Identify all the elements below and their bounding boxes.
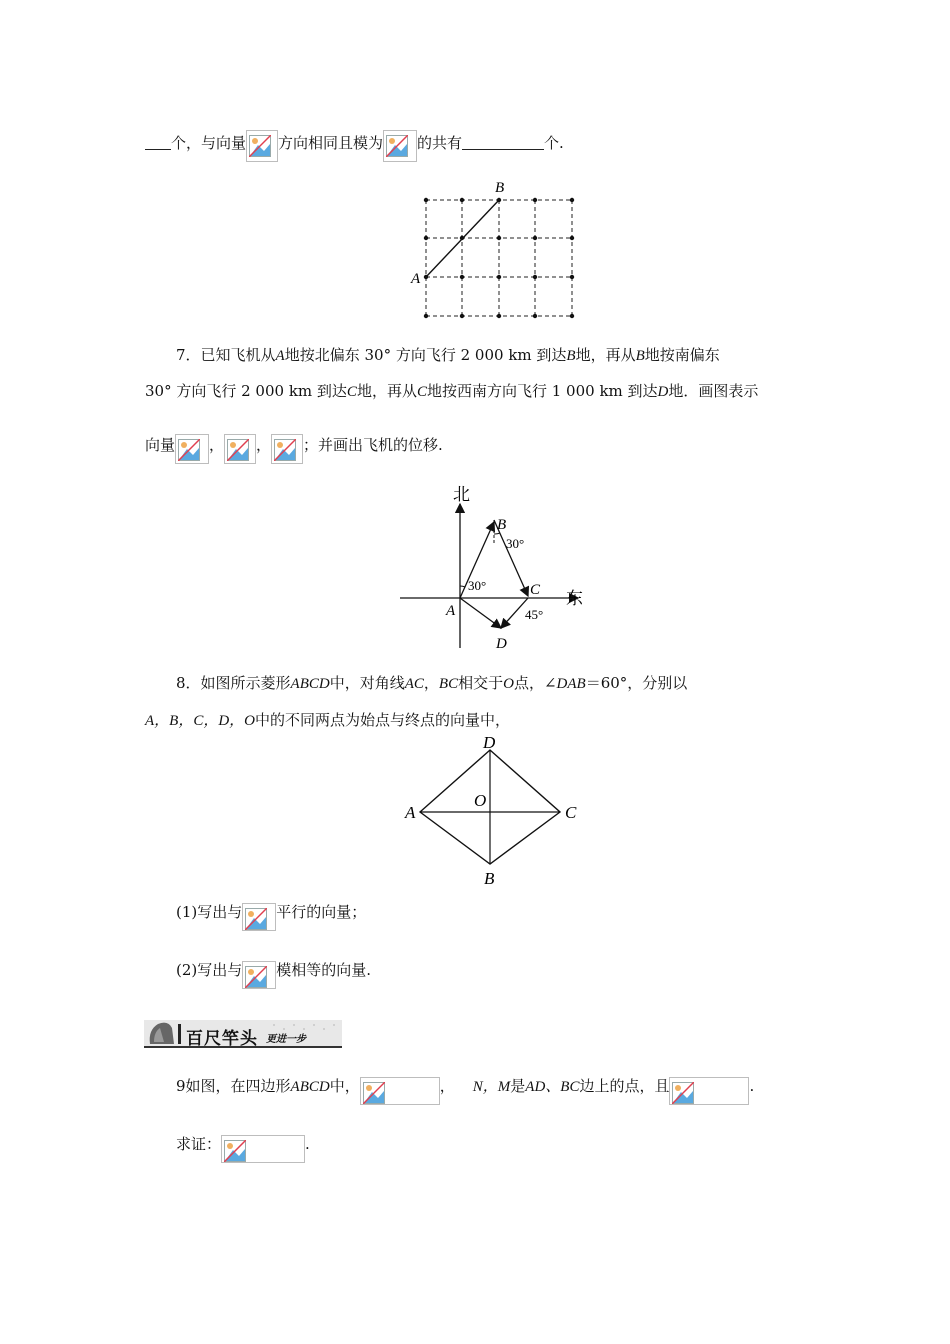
- point-label-b: B: [484, 869, 495, 888]
- q8-var: ABCD: [290, 676, 330, 692]
- q7-text: 地．画图表示: [668, 382, 759, 400]
- q9-proof-line: [176, 1134, 310, 1163]
- q8-text: 模相等的向量.: [276, 961, 372, 979]
- q6-line: [145, 130, 564, 162]
- q7-var: B: [635, 348, 645, 364]
- north-label: 北: [453, 485, 470, 504]
- q6-text-4: 个.: [544, 134, 564, 152]
- q7-line-3: [145, 434, 443, 464]
- image-placeholder-icon: [669, 1077, 749, 1105]
- image-placeholder-icon: [271, 434, 303, 464]
- q9-var: N，M: [472, 1079, 511, 1095]
- q9-text: .: [305, 1135, 310, 1153]
- image-placeholder-icon: [242, 903, 276, 931]
- point-label-d: D: [483, 734, 496, 752]
- answer-blank: [462, 135, 544, 150]
- q8-text: 相交于: [458, 674, 504, 692]
- section-banner: [144, 1016, 342, 1050]
- q9-text: 边上的点，且: [579, 1077, 670, 1095]
- q7-var: A: [275, 348, 285, 364]
- q8-var: AC: [404, 676, 424, 692]
- q9-var: AD、BC: [525, 1079, 580, 1095]
- q8-text: ＝60°，分别以: [585, 674, 688, 692]
- q9-text: 求证：: [176, 1135, 222, 1153]
- q6-text-3: 的共有: [417, 134, 463, 152]
- angle-label: 30°: [468, 578, 487, 593]
- q9-line: [176, 1076, 754, 1105]
- q9-text: ，: [439, 1077, 455, 1095]
- q8-var: DAB: [556, 676, 586, 692]
- q8-text: 点，∠: [513, 674, 557, 692]
- point-label-c: C: [565, 803, 577, 822]
- grid-figure: [404, 178, 584, 332]
- image-placeholder-icon: [175, 434, 209, 464]
- q8-text: 8．如图所示菱形: [176, 674, 291, 692]
- point-label-o: O: [474, 791, 487, 810]
- point-label-a: A: [411, 271, 421, 287]
- q8-var: A，B，C，D，O: [145, 713, 255, 729]
- q8-var: O: [503, 676, 514, 692]
- q7-line-1: [176, 345, 720, 366]
- q7-var: D: [657, 384, 669, 400]
- point-label-c: C: [530, 582, 541, 598]
- image-placeholder-icon: [221, 1135, 305, 1163]
- q8-text: 中，对角线: [329, 674, 405, 692]
- q6-text-2: 方向相同且模为: [278, 134, 384, 152]
- angle-label: 45°: [525, 607, 544, 622]
- image-placeholder-icon: [242, 961, 276, 989]
- q7-text: 地按北偏东 30° 方向飞行 2 000 km 到达: [284, 346, 567, 364]
- point-label-a: A: [405, 803, 416, 822]
- q9-text: .: [749, 1077, 755, 1095]
- q8-part-1: [176, 902, 366, 931]
- q7-text: 向量: [145, 436, 176, 454]
- q9-var: ABCD: [290, 1079, 330, 1095]
- q7-text: ，: [256, 436, 272, 454]
- q7-text: 30° 方向飞行 2 000 km 到达: [145, 382, 347, 400]
- q8-text: 中的不同两点为始点与终点的向量中，: [255, 711, 511, 729]
- banner-title: 百尺竿头: [186, 1029, 258, 1049]
- q7-text: 地，再从: [356, 382, 417, 400]
- q7-var: B: [566, 348, 576, 364]
- answer-blank: [145, 135, 171, 150]
- q7-text: ；并画出飞机的位移.: [303, 436, 443, 454]
- q8-var: BC: [438, 676, 459, 692]
- flight-figure: [398, 482, 598, 661]
- q6-text-1: 个，与向量: [171, 134, 247, 152]
- q8-text: (1)写出与: [176, 903, 243, 921]
- banner-subtitle: 更进一步: [266, 1034, 306, 1045]
- q7-text: ，: [209, 436, 225, 454]
- q8-text: ，: [423, 674, 439, 692]
- q9-text: 9如图，在四边形: [176, 1077, 291, 1095]
- q8-part-2: [176, 960, 371, 989]
- q7-line-2: [145, 381, 758, 402]
- image-placeholder-icon: [383, 130, 417, 162]
- image-placeholder-icon: [246, 130, 278, 162]
- q8-line-2: [145, 710, 510, 731]
- q8-line-1: [176, 673, 687, 694]
- rhombus-figure: [400, 734, 590, 893]
- q7-text: 7．已知飞机从: [176, 346, 276, 364]
- q9-text: 中，: [329, 1077, 360, 1095]
- q8-text: 平行的向量；: [276, 903, 367, 921]
- image-placeholder-icon: [224, 434, 256, 464]
- angle-label: 30°: [506, 536, 525, 551]
- q7-text: 地，再从: [575, 346, 636, 364]
- q8-text: (2)写出与: [176, 961, 243, 979]
- point-label-a: A: [446, 603, 456, 619]
- q7-var: C: [346, 384, 357, 400]
- image-placeholder-icon: [360, 1077, 440, 1105]
- point-label-d: D: [496, 636, 507, 652]
- q7-var: C: [416, 384, 427, 400]
- east-label: 东: [566, 589, 583, 608]
- point-label-b: B: [497, 517, 507, 533]
- q7-text: 地按西南方向飞行 1 000 km 到达: [426, 382, 658, 400]
- q9-text: 是: [510, 1077, 526, 1095]
- point-label-b: B: [495, 180, 505, 196]
- q7-text: 地按南偏东: [644, 346, 720, 364]
